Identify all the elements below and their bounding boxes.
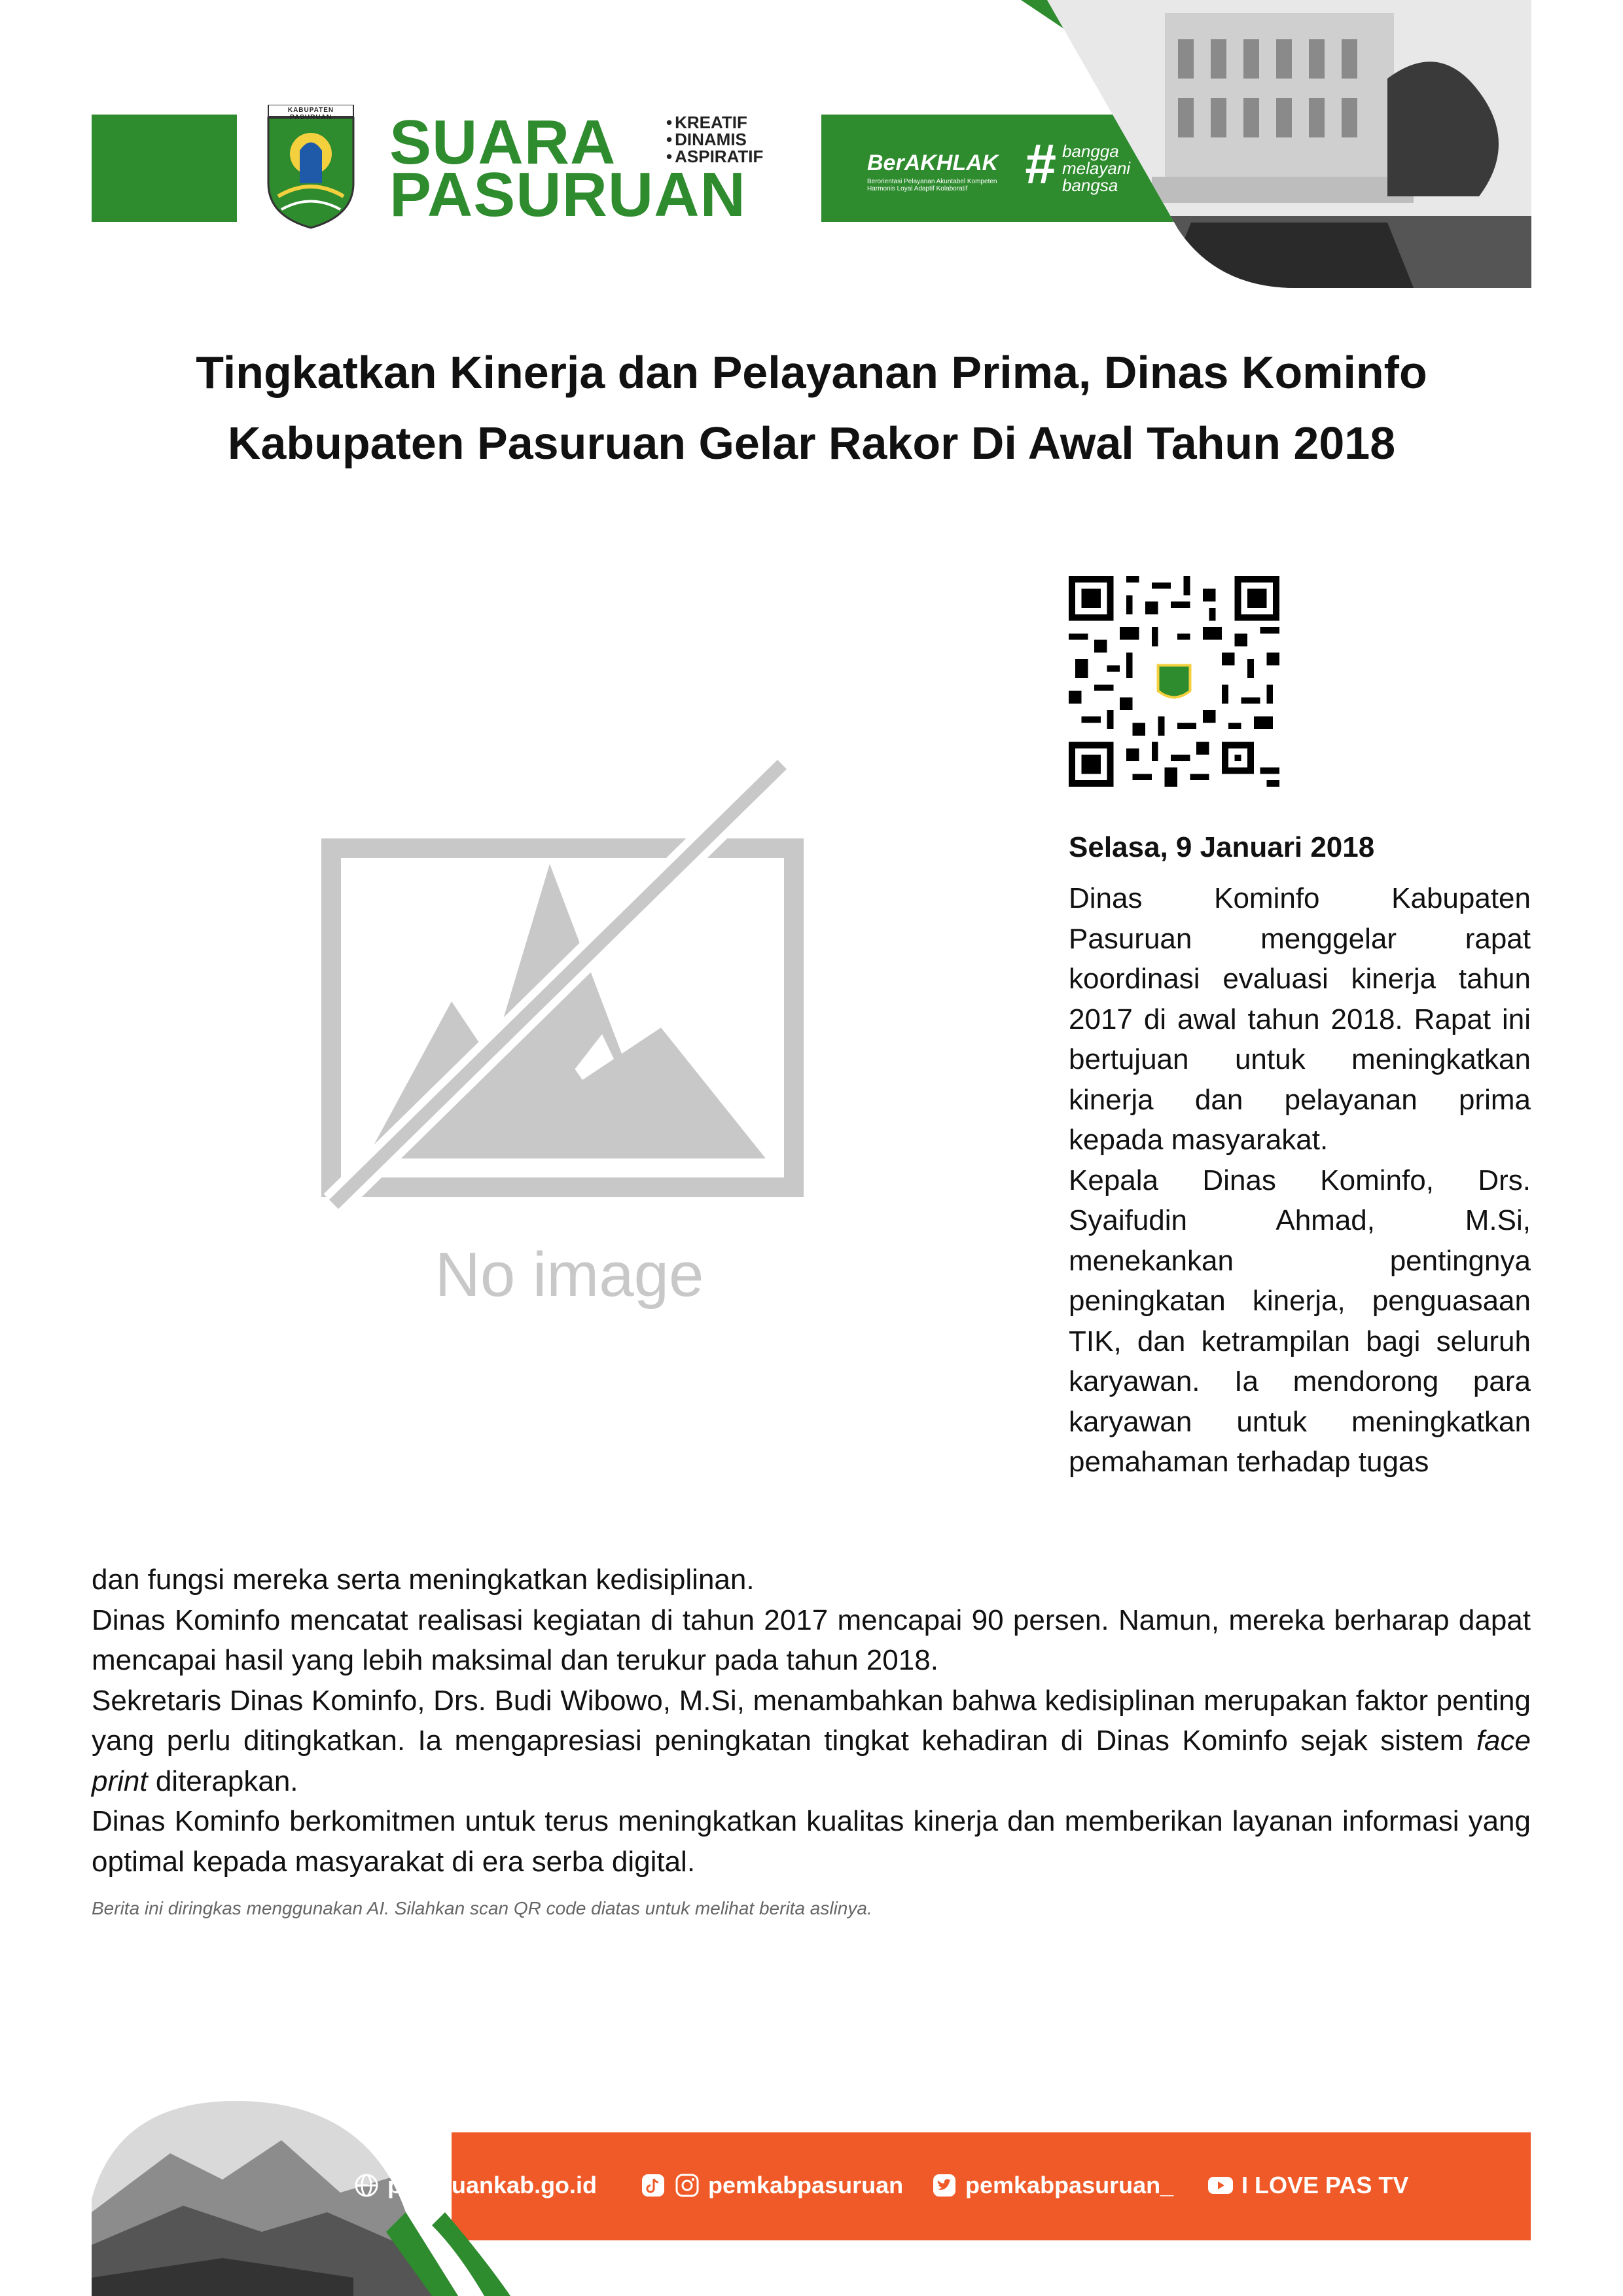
crest-banner-text: KABUPATEN PASURUAN (287, 107, 334, 121)
berakhlak-logo: BerAKHLAK (867, 151, 999, 175)
footer-social-tiktok-instagram[interactable] (640, 2172, 903, 2199)
sekretaris-text-end: diterapkan. (147, 1765, 298, 1797)
qr-code[interactable] (1069, 576, 1279, 787)
tagline-aspiratif: • ASPIRATIF (666, 148, 763, 165)
footer-social-twitter[interactable] (931, 2172, 1173, 2199)
body-continuation: dan fungsi mereka serta meningkatkan kedisiplinan. (92, 1564, 755, 1596)
twitter-icon (931, 2172, 957, 2198)
no-image-placeholder (321, 753, 818, 1322)
globe-icon (353, 2172, 380, 2198)
body-paragraph-realisasi: Dinas Kominfo mencatat realisasi kegiatan di tahun 2017 mencapai 90 persen. Namun, mereka berharap dapat mencapai hasil yang lebih maksimal dan terukur pada tahun 2018. (92, 1604, 1531, 1676)
website-label: pasuruankab.go.id (387, 2172, 597, 2198)
column-paragraph-2: Kepala Dinas Kominfo, Drs. Syaifudin Ahmad, M.Si, menekankan pentingnya peningkatan kinerja, penguasaan TIK, dan ketrampilan bagi seluruh karyawan. Ia mendorong para karyawan untuk meningkatkan pemahaman terhadap tugas (1069, 1164, 1531, 1478)
footer-website[interactable] (353, 2172, 597, 2199)
social-handle-2: pemkabpasuruan_ (965, 2172, 1174, 2198)
article-title: Tingkatkan Kinerja dan Pelayanan Prima, Dinas Kominfo Kabupaten Pasuruan Gelar Rakor Di Awal Tahun 2018 (196, 347, 1427, 469)
hash-line-1: bangga (1062, 141, 1119, 161)
header-green-block (92, 115, 237, 222)
social-handle-1: pemkabpasuruan (708, 2172, 904, 2198)
footer-youtube[interactable] (1207, 2172, 1408, 2199)
face-print-term: face print (92, 1725, 1531, 1797)
pasuruan-crest-logo (262, 105, 360, 229)
article-body (92, 1560, 1531, 1882)
brand-pasuruan: PASURUAN (389, 160, 746, 230)
article-date: Selasa, 9 Januari 2018 (1069, 831, 1375, 863)
instagram-icon (674, 2172, 700, 2198)
body-paragraph-komitmen: Dinas Kominfo berkomitmen untuk terus meningkatkan kualitas kinerja dan memberikan layanan informasi yang optimal kepada masyarakat di era serba digital. (92, 1805, 1531, 1878)
youtube-channel-label: I LOVE PAS TV (1241, 2172, 1409, 2198)
column-paragraph-1: Dinas Kominfo Kabupaten Pasuruan menggelar rapat koordinasi evaluasi kinerja tahun 2017 di awal tahun 2018. Rapat ini bertujuan untuk meningkatkan kinerja dan pelayanan prima kepada masyarakat. (1069, 882, 1531, 1156)
brand-suara: SUARA (389, 107, 616, 177)
no-image-label: No image (435, 1240, 704, 1310)
article-column-text (1069, 878, 1531, 1482)
hash-line-2: melayani (1062, 158, 1131, 178)
sekretaris-text-start: Sekretaris Dinas Kominfo, Drs. Budi Wibowo, M.Si, menambahkan bahwa kedisiplinan merupakan faktor penting yang perlu ditingkatkan. Ia mengapresiasi peningkatan tingkat kehadiran di Dinas Kominfo sejak sistem (92, 1684, 1531, 1757)
government-building-photo (1021, 0, 1531, 288)
tagline-dinamis: • DINAMIS (666, 131, 763, 148)
hash-line-3: bangsa (1062, 175, 1118, 195)
tiktok-icon (640, 2172, 666, 2198)
youtube-icon (1207, 2172, 1234, 2198)
body-paragraph-sekretaris (92, 1681, 1531, 1802)
berakhlak-subtext: Berorientasi Pelayanan Akuntabel Kompeten Harmonis Loyal Adaptif Kolaboratif (867, 178, 997, 192)
hash-icon: # (1024, 133, 1056, 196)
ai-summary-note: Berita ini diringkas menggunakan AI. Silahkan scan QR code diatas untuk melihat berita aslinya. (92, 1898, 872, 1918)
tagline-kreatif: • KREATIF (666, 114, 763, 131)
brand-taglines (666, 114, 763, 165)
